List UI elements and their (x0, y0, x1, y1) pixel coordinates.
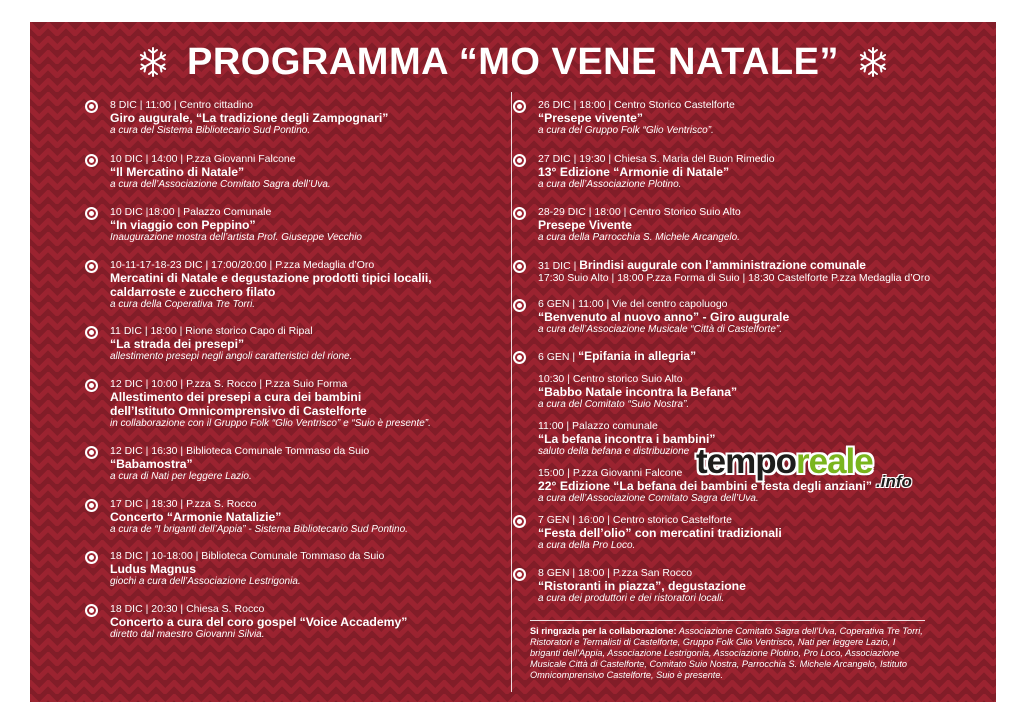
event-meta (110, 206, 530, 218)
event-meta (538, 259, 988, 272)
event-title: “Festa dell’olio” con mercatini tradizionali (538, 526, 782, 540)
event-date-time: 10 DIC |18:00 | Palazzo Comunale (110, 206, 272, 218)
event-title: “Il Mercatino di Natale” (110, 165, 245, 179)
event-date-time: 27 DIC | 19:30 | Chiesa S. Maria del Buon Rimedio (538, 153, 775, 165)
event-organizer: a cura dell’Associazione Musicale “Città di Castelforte”. (538, 324, 782, 335)
event-title: “Ristoranti in piazza”, degustazione (538, 579, 746, 593)
event-date-time: 17 DIC | 18:30 | P.zza S. Rocco (110, 498, 257, 510)
event-title: Concerto a cura del coro gospel “Voice Accademy” (110, 615, 408, 629)
event-date-time: 6 GEN | (538, 351, 579, 363)
event-title: Giro augurale, “La tradizione degli Zampognari” (110, 111, 389, 125)
event-item (110, 603, 530, 641)
event-meta (110, 498, 530, 510)
event-item (110, 498, 530, 536)
watermark-sub: .info (876, 472, 912, 491)
event-item (110, 378, 530, 430)
event-organizer: in collaborazione con il Gruppo Folk “Glio Ventrisco” e “Suio è presente”. (110, 418, 431, 429)
event-meta (110, 153, 530, 165)
subevent-item (538, 373, 988, 411)
event-item (538, 99, 988, 137)
event-title: “In viaggio con Peppino” (110, 218, 256, 232)
thanks-label: Si ringrazia per la collaborazione: (530, 626, 677, 636)
bullet-icon (85, 499, 98, 512)
subevent-meta: 11:00 | Palazzo comunale (538, 420, 658, 432)
event-meta (538, 206, 988, 218)
event-times: 17:30 Suio Alto | 18:00 P.zza Forma di Suio | 18:30 Castelforte P.zza Medaglia d’Oro (538, 272, 931, 284)
event-item (110, 153, 530, 191)
thanks-divider (530, 620, 925, 621)
event-item (110, 206, 530, 244)
event-title: “Presepe vivente” (538, 111, 644, 125)
event-date-time: 12 DIC | 10:00 | P.zza S. Rocco | P.zza Suio Forma (110, 378, 348, 390)
event-organizer: diretto dal maestro Giovanni Silvia. (110, 629, 265, 640)
event-meta (538, 514, 988, 526)
event-item (110, 99, 530, 137)
event-item (538, 206, 988, 244)
title-row (30, 38, 996, 86)
event-title-line2: caldarroste e zucchero filato (110, 285, 276, 299)
bullet-icon (513, 207, 526, 220)
bullet-icon (85, 100, 98, 113)
event-date-time: 11 DIC | 18:00 | Rione storico Capo di Ripal (110, 325, 313, 337)
left-column (110, 99, 530, 641)
subevent-organizer: a cura del Comitato “Suio Nostra”. (538, 399, 690, 410)
event-organizer: a cura dell’Associazione Comitato Sagra dell’Uva. (110, 179, 331, 190)
event-meta (110, 325, 530, 337)
bullet-icon (513, 100, 526, 113)
event-organizer: a cura del Gruppo Folk “Glio Ventrisco”. (538, 125, 714, 136)
event-title: “La strada dei presepi” (110, 337, 245, 351)
bullet-icon (85, 379, 98, 392)
event-organizer: allestimento presepi negli angoli caratteristici del rione. (110, 351, 353, 362)
event-date-time: 8 DIC | 11:00 | Centro cittadino (110, 99, 254, 111)
event-title: “Babamostra” (110, 457, 193, 471)
bullet-icon (513, 154, 526, 167)
bullet-icon (85, 446, 98, 459)
event-date-time: 18 DIC | 20:30 | Chiesa S. Rocco (110, 603, 265, 615)
event-title: Presepe Vivente (538, 218, 632, 232)
bullet-icon (513, 260, 526, 273)
event-organizer: a cura del Sistema Bibliotecario Sud Pontino. (110, 125, 311, 136)
event-date-time: 6 GEN | 11:00 | Vie del centro capoluogo (538, 298, 728, 310)
event-title: Mercatini di Natale e degustazione prodotti tipici localii, (110, 271, 432, 285)
event-organizer: a cura della Pro Loco. (538, 540, 636, 551)
bullet-icon (85, 604, 98, 617)
event-date-time: 18 DIC | 10-18:00 | Biblioteca Comunale Tommaso da Suio (110, 550, 385, 562)
event-date-time: 8 GEN | 18:00 | P.zza San Rocco (538, 567, 693, 579)
bullet-icon (85, 326, 98, 339)
bullet-icon (85, 260, 98, 273)
event-meta (110, 259, 530, 271)
event-organizer: a cura di Nati per leggere Lazio. (110, 471, 252, 482)
event-item (538, 153, 988, 191)
event-item (110, 550, 530, 588)
event-headline: “Epifania in allegria” (578, 349, 697, 363)
event-meta (110, 378, 530, 390)
event-meta (538, 350, 988, 363)
watermark-text-a: tempo (696, 442, 796, 481)
watermark-text-b: reale (796, 442, 873, 481)
event-title: Concerto “Armonie Natalizie” (110, 510, 282, 524)
bullet-icon (513, 515, 526, 528)
bullet-icon (513, 299, 526, 312)
subevent-title: “Babbo Natale incontra la Befana” (538, 385, 738, 399)
event-date-time: 7 GEN | 16:00 | Centro storico Castelforte (538, 514, 732, 526)
event-date-time: 10 DIC | 14:00 | P.zza Giovanni Falcone (110, 153, 296, 165)
event-item (538, 567, 988, 605)
bullet-icon (85, 551, 98, 564)
page-title: PROGRAMMA “MO VENE NATALE” (187, 40, 839, 83)
subevent-meta: 10:30 | Centro storico Suio Alto (538, 373, 683, 385)
event-organizer: a cura della Parrocchia S. Michele Arcangelo. (538, 232, 740, 243)
event-item (538, 298, 988, 336)
event-organizer: a cura dell’Associazione Plotino. (538, 179, 682, 190)
snowflake-icon (857, 46, 889, 78)
event-date-time: 31 DIC | (538, 260, 580, 272)
event-title: Ludus Magnus (110, 562, 196, 576)
event-headline: Brindisi augurale con l’amministrazione comunale (579, 258, 866, 272)
event-item (110, 325, 530, 363)
event-title: 13° Edizione “Armonie di Natale” (538, 165, 730, 179)
subevent-meta: 15:00 | P.zza Giovanni Falcone (538, 467, 683, 479)
bullet-icon (85, 207, 98, 220)
event-title-line2: dell’Istituto Omnicomprensivo di Castelforte (110, 404, 367, 418)
event-meta (110, 445, 530, 457)
subevent-title: 22° Edizione “La befana dei bambini e festa degli anziani” (538, 479, 873, 493)
event-item (110, 445, 530, 483)
thanks-text: Associazione Comitato Sagra dell’Uva, Coperativa Tre Torri, Ristoratori e Termalisti di Castelforte, Gruppo Folk Glio Ventrisco, Nati per leggere Lazio, I briganti dell’Appia, Associazione Lestrigonia, Associazione Plotino, Pro Loco, Associazione Musicale Città di Castelforte, Comitato Suio Nostra, Parrocchia S. Michele Arcangelo, Istituto Omnicomprensivo Castelforte, Suio è presente. (530, 626, 923, 680)
event-item (538, 514, 988, 552)
poster (30, 22, 996, 702)
subevent-organizer: saluto della befana e distribuzione (538, 446, 690, 457)
snowflake-icon (137, 46, 169, 78)
event-organizer: a cura dei produttori e dei ristoratori locali. (538, 593, 725, 604)
right-column (538, 99, 988, 605)
event-date-time: 28-29 DIC | 18:00 | Centro Storico Suio Alto (538, 206, 741, 218)
event-meta (538, 298, 988, 310)
bullet-icon (513, 568, 526, 581)
event-meta (110, 550, 530, 562)
bullet-icon (513, 351, 526, 364)
event-meta (538, 153, 988, 165)
event-title: Allestimento dei presepi a cura dei bambini (110, 390, 362, 404)
subevent-organizer: a cura dell’Associazione Comitato Sagra dell’Uva. (538, 493, 759, 504)
event-organizer: a cura della Coperativa Tre Torri. (110, 299, 256, 310)
event-item (538, 259, 988, 284)
event-meta (538, 567, 988, 579)
event-meta (538, 99, 988, 111)
event-meta (110, 99, 530, 111)
event-organizer: Inaugurazione mostra dell’artista Prof. Giuseppe Vecchio (110, 232, 362, 243)
thanks-note (530, 626, 925, 681)
event-date-time: 10-11-17-18-23 DIC | 17:00/20:00 | P.zza Medaglia d’Oro (110, 259, 375, 271)
event-meta (110, 603, 530, 615)
event-organizer: a cura de “I briganti dell’Appia” - Sistema Bibliotecario Sud Pontino. (110, 524, 408, 535)
event-organizer: giochi a cura dell’Associazione Lestrigonia. (110, 576, 301, 587)
bullet-icon (85, 154, 98, 167)
event-item (110, 259, 530, 311)
event-title: “Benvenuto al nuovo anno” - Giro augurale (538, 310, 790, 324)
subevent-title: “La befana incontra i bambini” (538, 432, 716, 446)
event-date-time: 12 DIC | 16:30 | Biblioteca Comunale Tommaso da Suio (110, 445, 370, 457)
event-date-time: 26 DIC | 18:00 | Centro Storico Castelforte (538, 99, 735, 111)
watermark-logo (696, 442, 924, 490)
